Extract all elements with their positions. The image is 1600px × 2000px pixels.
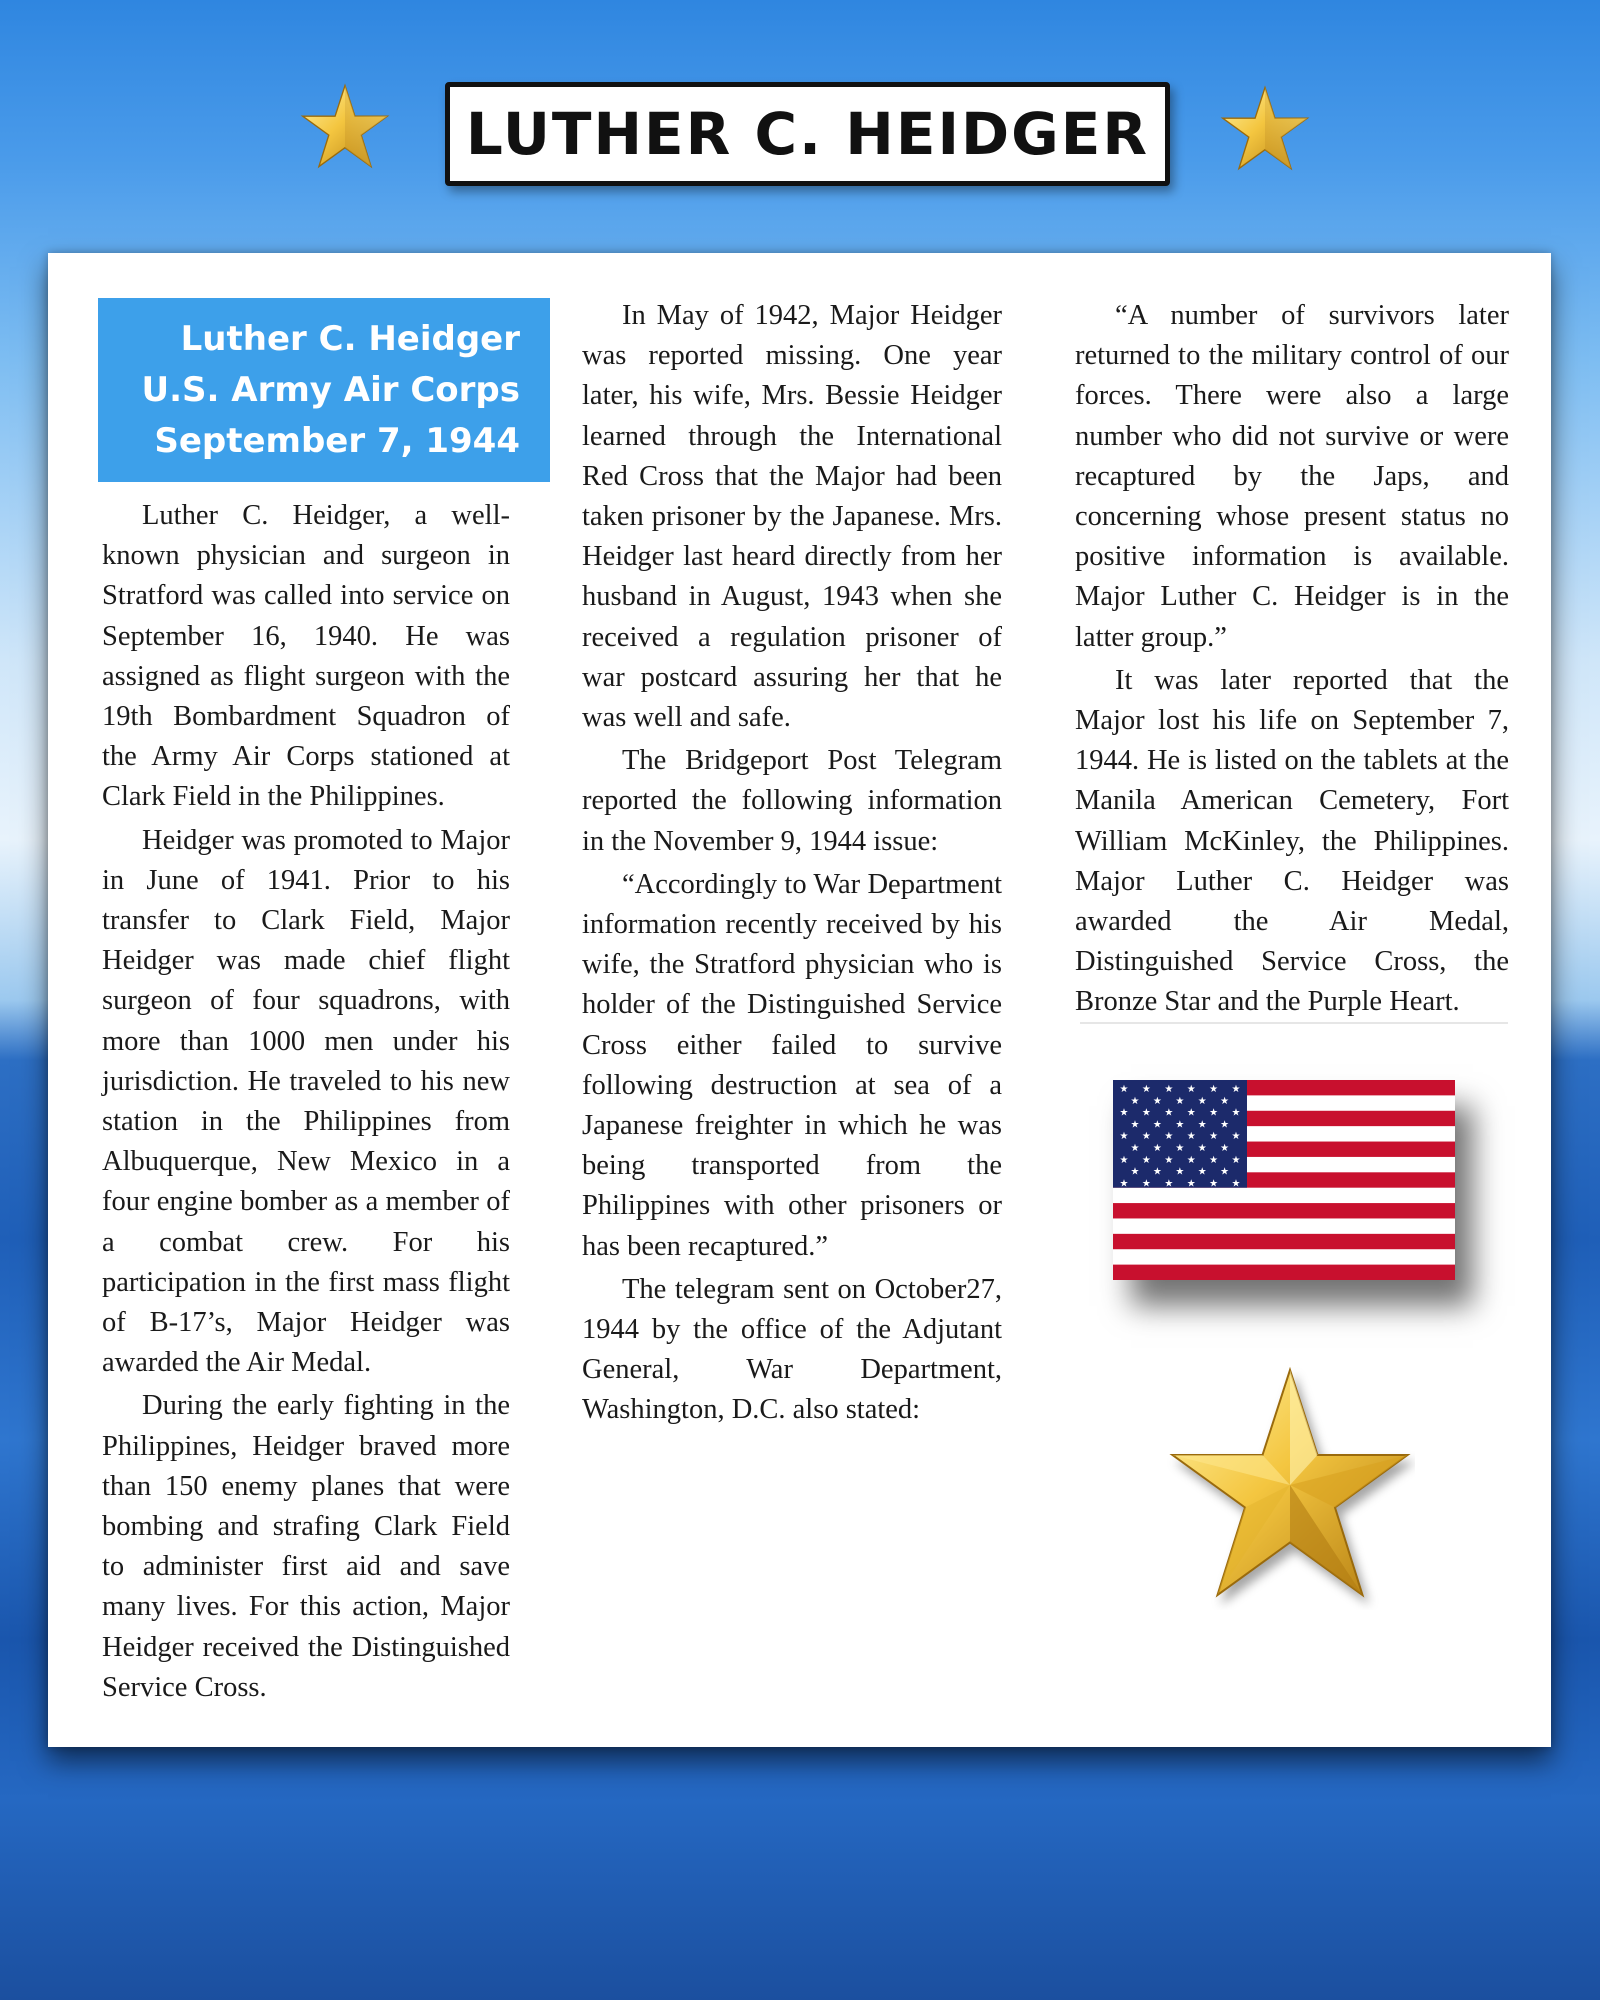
svg-text:★: ★: [1209, 1084, 1219, 1095]
article-column-2: [582, 296, 1002, 1431]
column-divider: [1080, 1022, 1508, 1024]
paragraph: During the early fighting in the Philippines, Heidger braved more than 150 enemy planes that were bombing and strafing Clark Field to administer first aid and save many lives. For this action, Major Heidger received the Distinguished Service Cross.: [102, 1390, 510, 1703]
paragraph: Heidger was promoted to Major in June of 1941. Prior to his transfer to Clark Field, Major Heidger was made chief flight surgeon of four squadrons, with more than 1000 men under his jurisdiction. He traveled to his new station in the Philippines from Albuquerque, New Mexico in a four engine bomber as a member of a combat crew. For his participation in the first mass flight of B-17’s, Major Heidger was awarded the Air Medal.: [102, 824, 510, 1379]
svg-text:★: ★: [1164, 1084, 1174, 1095]
svg-text:★: ★: [1231, 1178, 1241, 1190]
svg-text:★: ★: [1119, 1154, 1129, 1166]
svg-text:★: ★: [1220, 1119, 1230, 1131]
svg-text:★: ★: [1130, 1119, 1140, 1131]
svg-text:★: ★: [1209, 1131, 1219, 1143]
svg-text:★: ★: [1164, 1107, 1174, 1119]
header-date: September 7, 1944: [154, 421, 520, 461]
svg-text:★: ★: [1197, 1119, 1207, 1131]
article-column-1: [102, 496, 510, 1708]
svg-text:★: ★: [1209, 1107, 1219, 1119]
svg-text:★: ★: [1220, 1143, 1230, 1154]
svg-text:★: ★: [1119, 1178, 1129, 1190]
svg-text:★: ★: [1152, 1095, 1162, 1107]
svg-text:★: ★: [1209, 1178, 1219, 1190]
svg-text:★: ★: [1209, 1154, 1219, 1166]
svg-text:★: ★: [1231, 1107, 1241, 1119]
us-flag-icon: [1113, 1080, 1455, 1280]
svg-text:★: ★: [1186, 1084, 1196, 1095]
paragraph: In May of 1942, Major Heidger was reported missing. One year later, his wife, Mrs. Bessie Heidger learned through the International Red Cross that the Major had been taken prisoner by the Japanese. Mrs. Heidger last heard directly from her husband in August, 1943 when she received a regulation prisoner of war postcard assuring her that he was well and safe.: [582, 300, 1002, 734]
svg-text:★: ★: [1186, 1154, 1196, 1166]
svg-text:★: ★: [1119, 1084, 1129, 1095]
svg-text:★: ★: [1231, 1131, 1241, 1143]
svg-text:★: ★: [1186, 1131, 1196, 1143]
page-title: LUTHER C. HEIDGER: [465, 100, 1150, 168]
svg-text:★: ★: [1197, 1166, 1207, 1178]
paragraph: Luther C. Heidger, a well-known physician and surgeon in Stratford was called into service on September 16, 1940. He was assigned as flight surgeon with the 19th Bombardment Squadron of the Army Air Corps stationed at Clark Field in the Philippines.: [102, 500, 510, 813]
svg-text:★: ★: [1130, 1143, 1140, 1154]
svg-text:★: ★: [1141, 1131, 1151, 1143]
svg-text:★: ★: [1119, 1107, 1129, 1119]
svg-text:★: ★: [1175, 1119, 1185, 1131]
gold-star-icon: [300, 82, 390, 172]
paragraph: The Bridgeport Post Telegram reported the following information in the November 9, 1944 issue:: [582, 745, 1002, 857]
svg-text:★: ★: [1119, 1131, 1129, 1143]
gold-star-medal-icon: [1165, 1360, 1415, 1610]
paragraph: “Accordingly to War Department information recently received by his wife, the Stratford physician who is holder of the Distinguished Service Cross either failed to survive following destruction at sea of a Japanese freighter in which he was being transported from the Philippines with other prisoners or has been recaptured.”: [582, 868, 1002, 1262]
svg-text:★: ★: [1141, 1084, 1151, 1095]
svg-text:★: ★: [1164, 1131, 1174, 1143]
svg-text:★: ★: [1152, 1166, 1162, 1178]
header-branch: U.S. Army Air Corps: [141, 370, 520, 410]
svg-text:★: ★: [1197, 1143, 1207, 1154]
article-column-3: [1075, 296, 1509, 1023]
svg-text:★: ★: [1141, 1178, 1151, 1190]
svg-text:★: ★: [1186, 1107, 1196, 1119]
svg-text:★: ★: [1186, 1178, 1196, 1190]
svg-text:★: ★: [1130, 1095, 1140, 1107]
svg-text:★: ★: [1197, 1095, 1207, 1107]
svg-text:★: ★: [1220, 1166, 1230, 1178]
paragraph: It was later reported that the Major lost his life on September 7, 1944. He is listed on the tablets at the Manila American Cemetery, Fort William McKinley, the Philippines. Major Luther C. Heidger was awarded the Air Medal, Distinguished Service Cross, the Bronze Star and the Purple Heart.: [1075, 664, 1509, 1018]
svg-text:★: ★: [1231, 1154, 1241, 1166]
header-box: [98, 298, 550, 482]
svg-text:★: ★: [1152, 1143, 1162, 1154]
svg-text:★: ★: [1152, 1119, 1162, 1131]
svg-text:★: ★: [1164, 1154, 1174, 1166]
svg-text:★: ★: [1175, 1143, 1185, 1154]
svg-text:★: ★: [1175, 1166, 1185, 1178]
page-title-box: [445, 82, 1170, 186]
paragraph: The telegram sent on October27, 1944 by the office of the Adjutant General, War Department, Washington, D.C. also stated:: [582, 1273, 1002, 1426]
svg-text:★: ★: [1141, 1107, 1151, 1119]
svg-text:★: ★: [1231, 1084, 1241, 1095]
svg-text:★: ★: [1220, 1095, 1230, 1107]
svg-text:★: ★: [1141, 1154, 1151, 1166]
header-name: Luther C. Heidger: [180, 319, 520, 359]
svg-text:★: ★: [1130, 1166, 1140, 1178]
gold-star-icon: [1220, 84, 1310, 174]
svg-text:★: ★: [1175, 1095, 1185, 1107]
paragraph: “A number of survivors later returned to the military control of our forces. There were also a large number who did not survive or were recaptured by the Japs, and concerning whose present status no positive information is available. Major Luther C. Heidger is in the latter group.”: [1075, 300, 1509, 653]
svg-text:★: ★: [1164, 1178, 1174, 1190]
